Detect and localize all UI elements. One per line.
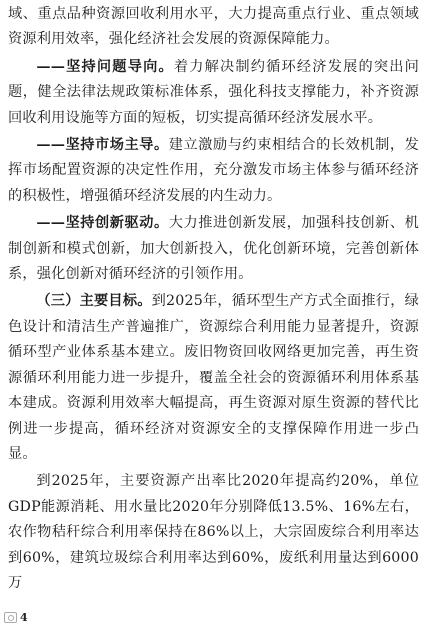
paragraph-text: 大力推进创新发展，加强科技创新、机制创新和模式创新，加大创新投入，优化创新环境，完善创新体系，强化创新对循环经济的引领作用。 <box>8 215 419 283</box>
paragraph-text: 着力解决制约循环经济发展的突出问题，健全法律法规政策标准体系，强化科技支撑能力，补齐资源回收利用设施等方面的短板，切实提高循环经济发展水平。 <box>8 58 419 126</box>
paragraph-problem-oriented <box>8 55 419 131</box>
paragraph-text: 到2025年，主要资源产出率比2020年提高约20%，单位GDP能源消耗、用水量比2020年分别降低13.5%、16%左右，农作物秸秆综合利用率保持在86%以上，大宗固废综合利用率达到60%，建筑垃圾综合利用率达到60%，废纸利用量达到6000万 <box>8 473 419 591</box>
paragraph-text: 建立激励与约束相结合的长效机制，发挥市场配置资源的决定性作用，充分激发市场主体参与循环经济的积极性，增强循环经济发展的内生动力。 <box>8 137 419 204</box>
paragraph-lead: ——坚持问题导向。 <box>36 58 174 75</box>
paragraph-lead: ——坚持市场主导。 <box>36 137 169 154</box>
paragraph-lead: ——坚持创新驱动。 <box>36 215 169 232</box>
page-footer <box>4 611 28 624</box>
paragraph-text: 域、重点品种资源回收利用水平，大力提高重点行业、重点领域资源利用效率，强化经济社会发展的资源保障能力。 <box>8 6 419 48</box>
paragraph-market-led <box>8 133 419 209</box>
paragraph-text: 到2025年，循环型生产方式全面推行，绿色设计和清洁生产普遍推广，资源综合利用能力显著提升，资源循环型产业体系基本建立。废旧物资回收网络更加完善，再生资源循环利用能力进一步提升，覆盖全社会的资源循环利用体系基本建成。资源利用效率大幅提高，再生资源对原生资源的替代比例进一步提高，循环经济对资源安全的支撑保障作用进一步凸显。 <box>8 293 419 462</box>
paragraph-main-goals <box>8 289 419 467</box>
watermark-icon <box>4 612 17 623</box>
section-heading: （三）主要目标。 <box>36 293 152 310</box>
page-number: 4 <box>20 611 28 624</box>
paragraph-2025-targets <box>8 469 419 596</box>
paragraph-intro-continuation <box>8 2 419 53</box>
document-page <box>8 2 419 598</box>
paragraph-innovation-driven <box>8 211 419 287</box>
